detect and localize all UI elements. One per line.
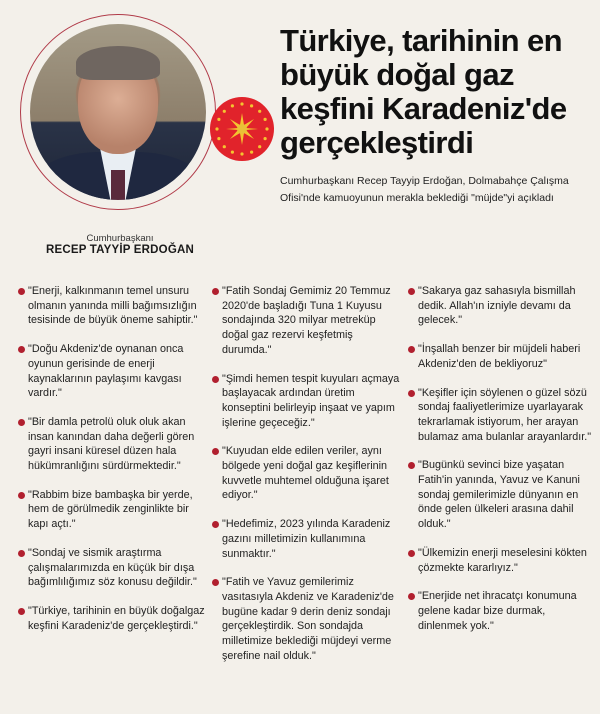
caption-name: RECEP TAYYİP ERDOĞAN <box>45 244 194 256</box>
bullet-icon <box>212 288 219 295</box>
bullet-icon <box>18 550 25 557</box>
quote-text: "Enerjide net ihracatçı konumuna gelene kadar bize durmak, dinlenmek yok." <box>418 590 577 632</box>
bullet-icon <box>18 608 25 615</box>
quote-item <box>204 284 400 358</box>
quote-item <box>204 444 400 503</box>
portrait-photo <box>30 24 206 200</box>
presidential-seal-icon <box>210 97 274 161</box>
bullet-icon <box>18 346 25 353</box>
quote-column-3 <box>400 284 596 677</box>
quote-column-1 <box>10 284 206 677</box>
quote-item <box>400 386 596 445</box>
quote-text: "Bugünkü sevinci bize yaşatan Fatih'in yanında, Yavuz ve Kanuni sondaj gemilerimizle dünyanın en önde gelen ülkeleri arasına dahil olduk." <box>418 459 580 531</box>
headline-subtitle: Cumhurbaşkanı Recep Tayyip Erdoğan, Dolmabahçe Çalışma Ofisi'nde kamuoyunun merakla beklediği "müjde"yi açıkladı <box>280 175 569 204</box>
bullet-icon <box>18 288 25 295</box>
quote-item <box>10 604 206 633</box>
portrait <box>20 14 220 214</box>
quote-text: "Türkiye, tarihinin en büyük doğalgaz keşfini Karadeniz'de gerçekleştirdi." <box>28 604 205 632</box>
quote-column-2 <box>204 284 400 677</box>
quote-item <box>10 546 206 590</box>
quote-item <box>204 575 400 663</box>
quote-text: "Şimdi hemen tespit kuyuları açmaya başlayacak ardından üretim konseptini belirleyip inşaat ve yapım işlerine geçeceğiz." <box>222 372 400 429</box>
quote-text: "İnşallah benzer bir müjdeli haberi Akdeniz'den de bekliyoruz" <box>418 343 581 370</box>
bullet-icon <box>212 448 219 455</box>
quote-item <box>204 372 400 431</box>
bullet-icon <box>18 492 25 499</box>
caption-role: Cumhurbaşkanı <box>86 233 154 244</box>
quote-text: "Hedefimiz, 2023 yılında Karadeniz gazını milletimizin kullanımına sunmaktır." <box>222 518 391 560</box>
quote-text: "Doğu Akdeniz'de oynanan onca oyunun gerisinde de enerji kaynaklarının paylaşımı kavgası vardır." <box>28 343 184 400</box>
quote-item <box>204 517 400 561</box>
quotes-columns <box>10 284 600 677</box>
bullet-icon <box>212 376 219 383</box>
bullet-icon <box>408 593 415 600</box>
quote-text: "Kuyudan elde edilen veriler, aynı bölgede yeni doğal gaz keşiflerinin kuvvetle muhtemel olduğuna işaret ediyor." <box>222 445 389 502</box>
quote-item <box>10 342 206 401</box>
quote-text: "Bir damla petrolü oluk oluk akan insan kanından daha değerli gören gayri insani küresel düzen hala hükümranlığını sürdürmektedir." <box>28 415 195 473</box>
quote-text: "Fatih ve Yavuz gemilerimiz vasıtasıyla Akdeniz ve Karadeniz'de bugüne kadar 9 derin deniz sondajı gerçekleştirdik. Son sondajda milletimize beklediği müjdeyi verme şerefine nail olduk." <box>222 576 394 662</box>
quote-text: "Keşifler için söylenen o güzel sözü sondaj faaliyetlerimize uyarlayarak tekrarlamak istiyorum, her arayan bulamaz ama bulanlar arayanlardır." <box>418 386 592 443</box>
bullet-icon <box>408 462 415 469</box>
quote-text: "Rabbim bize bambaşka bir yerde, hem de görülmedik zenginlikte bir kapı açtı." <box>28 488 193 531</box>
headline-title: Türkiye, tarihinin en büyük doğal gaz keşfini Karadeniz'de gerçekleştirdi <box>280 23 567 160</box>
quote-item <box>10 488 206 532</box>
quote-text: "Ülkemizin enerji meselesini kökten çözmekte kararlıyız." <box>418 546 587 574</box>
bullet-icon <box>408 346 415 353</box>
quote-text: "Fatih Sondaj Gemimiz 20 Temmuz 2020'de başladığı Tuna 1 Kuyusu sondajında 320 milyar metreküp doğal gaz rezervi keşfetmiş durumda." <box>222 285 391 356</box>
quote-item <box>400 589 596 633</box>
quote-item <box>400 284 596 328</box>
quote-item <box>400 342 596 371</box>
bullet-icon <box>212 579 219 586</box>
bullet-icon <box>408 288 415 295</box>
bullet-icon <box>408 390 415 397</box>
bullet-icon <box>408 550 415 557</box>
quote-text: "Sondaj ve sismik araştırma çalışmalarımızda en küçük bir dışa bağımlılığımız söz konusu değildir." <box>28 546 197 589</box>
bullet-icon <box>212 521 219 528</box>
quote-item <box>400 458 596 532</box>
bullet-icon <box>18 419 25 426</box>
quote-text: "Sakarya gaz sahasıyla bismillah dedik. Allah'ın izniyle devamı da gelecek." <box>418 285 576 327</box>
quote-text: "Enerji, kalkınmanın temel unsuru olmanın yanında milli bağımsızlığın tesisinde de büyük öneme sahiptir." <box>28 285 198 327</box>
quote-item <box>10 415 206 474</box>
quote-item <box>10 284 206 328</box>
quote-item <box>400 546 596 575</box>
